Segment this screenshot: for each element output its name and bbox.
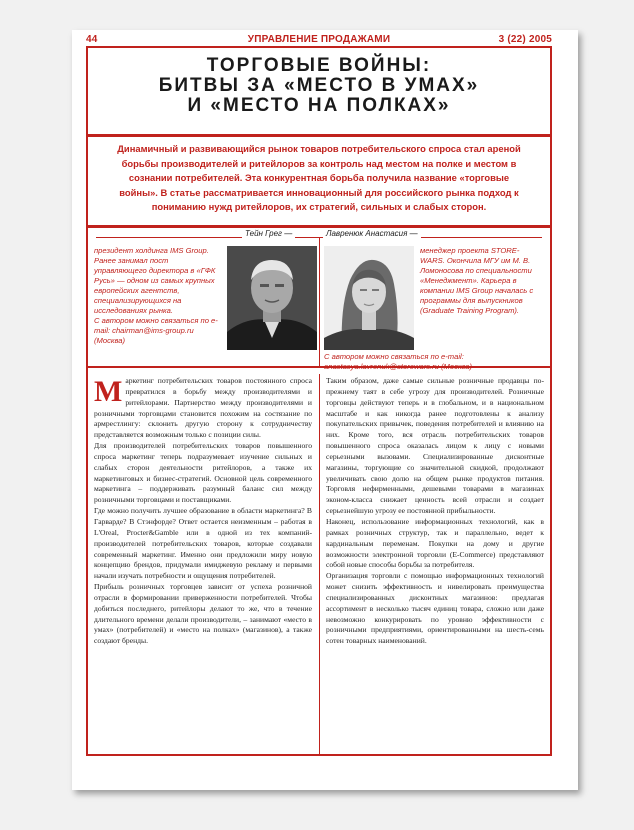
- author-bio-tein: [94, 246, 220, 346]
- article-lead: Динамичный и развивающийся рынок товаров потребительского спроса стал ареной борьбы производителей и ритейлоров за контроль над местом на полке и местом в сознании потребителей. Эта конкурентная борьба получила название «торговые войны». В статье рассматривается инновационный для российского рынка подход к пониманию нужд ритейлоров, их стратегий, сильных и слабых сторон.: [117, 143, 521, 213]
- paragraph: Где можно получить лучшее образование в области маркетинга? В Гарварде? В Стэнфорде? Ответ остается неизменным – работая в L'Oreal, Procter&Gamble или в одной из тех компаний-производителей потребительских товаров, которые создавали современный маркетинг. Именно они предложили миру новую концепцию брендов, придумали имиджевую рекламу и первыми начали изучать потребности и ощущения потребителей.: [94, 506, 312, 581]
- paragraph: Организация торговли с помощью информационных технологий может снизить эффективность и нивелировать преимущества специализированных дисконтных магазинов: предлагая ассортимент в несколько тысяч единиц товара, сложно или даже невозможно конкурировать по уровню эффективности с розничными предприятиями, ориентированными на шесть-семь сотен товарных наименований.: [326, 571, 544, 646]
- section-title: УПРАВЛЕНИЕ ПРОДАЖАМИ: [247, 34, 391, 45]
- drop-cap: М: [94, 375, 123, 408]
- author-contact-lavrenyuk: [324, 352, 544, 372]
- bio-text: менеджер проекта STORE-WARS. Окончила МГУ им М. В. Ломоносова по специальности «Менеджмент». Карьера в компании IMS Group началась с программы для выпускников (Graduate Training Program).: [420, 246, 534, 315]
- paragraph: Наконец, использование информационных технологий, как в рамках розничных структур, так и параллельно, ведет к кардинальным переменам. Покупки на дому и другие возможности электронной торговли (E-Commerce) представляют собой новые способы борьбы за потребителя.: [326, 516, 544, 570]
- author-name-tein: Тейн Грег —: [242, 229, 295, 238]
- paragraph: Таким образом, даже самые сильные розничные продавцы по-прежнему таят в себе угрозу для производителей. Розничные торговцы действуют теперь и в глобальном, и в национальном масштабе и как никогда ранее подготовлены к анализу покупательских привычек, поведения потребителей и влиянию на них. Кроме того, вся отрасль потребительских товаров повышенного спроса оказалась лицом к лицу с новыми серьезными вызовами. Специализированные дисконтные магазины, торгующие со значительной скидкой, продолжают увеличивать свою долю на общем рынке продуктов питания. Торговля нефирменными, дешевыми товарами в магазинах эконом-класса снижает ценность всей отрасли и создает серьезнейшую угрозу ее постоянной прибыльности.: [326, 376, 544, 516]
- author-photo-tein: [227, 246, 317, 350]
- author-bio-lavrenyuk: [420, 246, 544, 316]
- page-number: 44: [86, 34, 98, 45]
- title-line-1: ТОРГОВЫЕ ВОЙНЫ:: [206, 55, 432, 76]
- author-name-lavrenyuk: Лавренюк Анастасия —: [323, 229, 421, 238]
- author-photo-lavrenyuk: [324, 246, 414, 350]
- bio-text: президент холдинга IMS Group. Ранее занимал пост управляющего директора в «ГФК Русь» — одном из самых крупных европейских агентств, специализирующихся на исследованиях рынка.: [94, 246, 216, 315]
- paragraph: Для производителей потребительских товаров повышенного спроса маркетинг теперь подразумевает изучение сильных и слабых сторон деятельности ритейлоров, а также их маркетинговых и бизнес-стратегий. Основной цель современного маркетинга – поддерживать разумный баланс сил между розничными торговцами и поставщиками.: [94, 441, 312, 505]
- bio-contact: С автором можно связаться по e-mail: chairman@ims-group.ru (Москва): [94, 316, 218, 345]
- title-line-3: И «МЕСТО НА ПОЛКАХ»: [187, 95, 451, 116]
- title-line-2: БИТВЫ ЗА «МЕСТО В УМАХ»: [158, 75, 480, 96]
- magazine-page: [72, 30, 578, 790]
- body-column-right: [326, 376, 544, 647]
- column-separator: [319, 374, 320, 756]
- paragraph: Прибыль розничных торговцев зависит от успеха розничной отрасли в формировании приверженности потребителей. Чтобы добиться последнего, ритейлоры делают то же, что в течение длительного времени делали производители, – занимают «место в умах» (потребителей) и «место на полках» (магазинов), а также создают бренды.: [94, 582, 312, 646]
- body-divider: [86, 366, 552, 368]
- article-title: [86, 56, 552, 116]
- issue-number: 3 (22) 2005: [498, 34, 552, 45]
- body-column-left: [94, 376, 312, 647]
- paragraph: Маркетинг потребительских товаров постоянного спроса превратился в борьбу между производителями и ритейлорами. Партнерство между производителями и розничными торговцами становится похожим на состязание по армрестлингу: склонить другую сторону к сотрудничеству представляется возможным только с позиции силы.: [94, 375, 312, 440]
- bio-contact: С автором можно связаться по e-mail:: [324, 352, 464, 361]
- authors-separator: [319, 237, 320, 367]
